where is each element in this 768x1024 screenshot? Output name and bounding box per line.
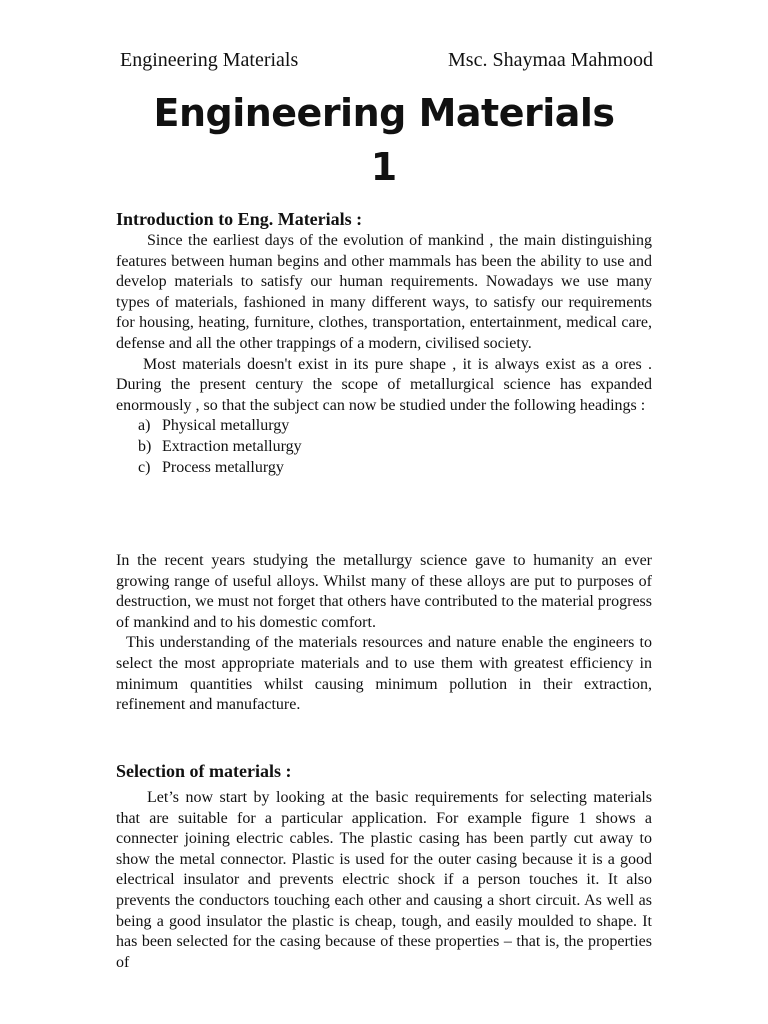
intro-heading: Introduction to Eng. Materials :	[116, 209, 363, 229]
list-item-label: a)	[138, 417, 151, 435]
metallurgy-headings-list	[116, 416, 652, 478]
alloys-section	[116, 551, 652, 716]
list-item	[116, 458, 652, 479]
selection-paragraph-1: Let’s now start by looking at the basic requirements for selecting materials that are suitable for a particular application. For example figure 1 shows a connecter joining electric cables. The plastic casing has been partly cut away to show the metal connector. Plastic is used for the outer casing because it is a good electrical insulator and prevents electric shock if a person touches it. It also prevents the conductors touching each other and causing a short circuit. As well as being a good insulator the plastic is cheap, tough, and easily moulded to shape. It has been selected for the casing because of these properties – that is, the properties of	[116, 789, 652, 971]
list-item-text: Process metallurgy	[162, 458, 284, 476]
intro-section	[116, 207, 652, 478]
list-item-label: c)	[138, 458, 151, 476]
selection-heading: Selection of materials :	[116, 761, 292, 781]
intro-paragraph-2: Most materials doesn't exist in its pure shape , it is always exist as a ores . During the present century the scope of metallurgical science has expanded enormously , so that the subject can now be studied under the following headings :	[116, 355, 652, 414]
selection-section	[116, 759, 652, 973]
intro-paragraph-3: In the recent years studying the metallurgy science gave to humanity an ever growing range of useful alloys. Whilst many of these alloys are put to purposes of destruction, we must not forget that others have contributed to the material progress of mankind and to his domestic comfort.	[116, 552, 653, 631]
running-header	[120, 47, 653, 73]
list-item-label: b)	[138, 437, 152, 455]
list-item-text: Physical metallurgy	[162, 417, 290, 435]
list-item-text: Extraction metallurgy	[162, 437, 302, 455]
header-author: Msc. Shaymaa Mahmood	[448, 49, 653, 71]
intro-paragraph-4: This understanding of the materials resources and nature enable the engineers to select the most appropriate materials and to use them with greatest efficiency in minimum quantities whilst causing minimum pollution in their extraction, refinement and manufacture.	[116, 634, 652, 714]
list-item	[116, 437, 652, 458]
header-course-title: Engineering Materials	[120, 49, 299, 71]
chapter-number: 1	[370, 145, 398, 189]
list-item	[116, 416, 652, 437]
chapter-title-text: Engineering Materials	[153, 91, 615, 135]
chapter-title	[0, 86, 768, 194]
intro-paragraph-1: Since the earliest days of the evolution of mankind , the main distinguishing features between human begins and other mammals has been the ability to use and develop materials to satisfy our human requirements. Nowadays we use many types of materials, fashioned in many different ways, to satisfy our requirements for housing, heating, furniture, clothes, transportation, entertainment, medical care, defense and all the other trappings of a modern, civilised society.	[116, 232, 652, 352]
